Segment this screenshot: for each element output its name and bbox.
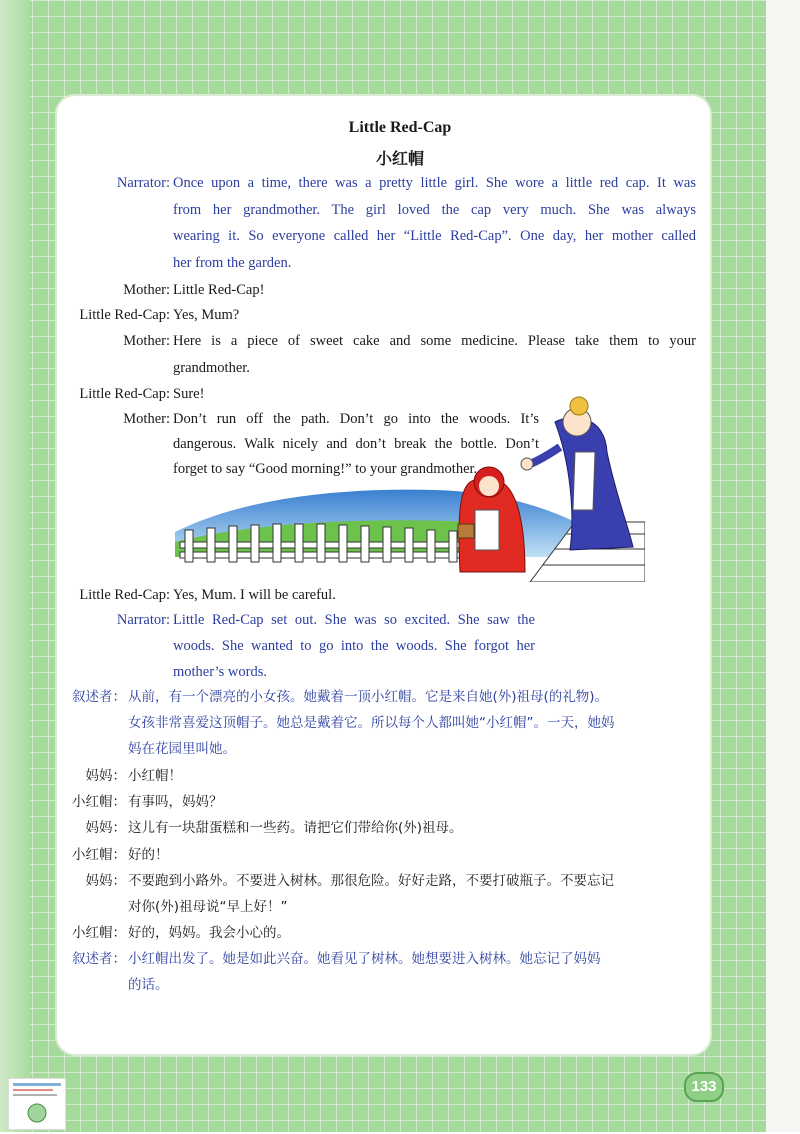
narration-line: Once upon a time, there was a pretty little girl. She wore a little red cap. It was <box>173 175 696 191</box>
narration-line: mother’s words. <box>173 664 267 680</box>
speaker-mother-cn: 妈妈： <box>85 873 126 889</box>
stamp-logo-icon <box>9 1079 65 1129</box>
narration-line: Little Red-Cap set out. She was so excited. She saw the <box>173 612 535 628</box>
dialogue-line: Little Red-Cap! <box>173 282 265 298</box>
narration-line-cn: 妈在花园里叫她。 <box>128 741 236 757</box>
dialogue-line: Sure! <box>173 386 205 402</box>
speaker-little-red-cap: Little Red-Cap: <box>79 307 170 323</box>
dialogue-line: grandmother. <box>173 360 250 376</box>
narration-line: from her grandmother. The girl loved the cap very much. She was always <box>173 202 696 218</box>
narration-line: woods. She wanted to go into the woods. She forgot her <box>173 638 535 654</box>
speaker-little-red-cap-cn: 小红帽： <box>72 847 126 863</box>
dialogue-line: forget to say “Good morning!” to your grandmother. <box>173 461 478 477</box>
dialogue-line-cn: 有事吗，妈妈？ <box>128 794 223 810</box>
narration-line: her from the garden. <box>173 255 292 271</box>
dialogue-line: dangerous. Walk nicely and don’t break the bottle. Don’t <box>173 436 539 452</box>
speaker-mother: Mother: <box>123 333 170 349</box>
narration-line-cn: 的话。 <box>128 977 169 993</box>
speaker-narrator-cn: 叙述者： <box>72 689 126 705</box>
dialogue-line-cn: 好的！ <box>128 847 169 863</box>
speaker-little-red-cap: Little Red-Cap: <box>79 587 170 603</box>
speaker-little-red-cap-cn: 小红帽： <box>72 794 126 810</box>
speaker-little-red-cap-cn: 小红帽： <box>72 925 126 941</box>
speaker-narrator-cn: 叙述者： <box>72 951 126 967</box>
dialogue-line: Yes, Mum. I will be careful. <box>173 587 336 603</box>
dialogue-line: Don’t run off the path. Don’t go into the woods. It’s <box>173 411 539 427</box>
narration-line-cn: 女孩非常喜爱这顶帽子。她总是戴着它。所以每个人都叫她“小红帽”。一天，她妈 <box>128 715 615 731</box>
title-chinese: 小红帽 <box>375 149 424 168</box>
dialogue-line-cn: 这儿有一块甜蛋糕和一些药。请把它们带给你(外)祖母。 <box>128 820 463 836</box>
dialogue-line-cn: 对你(外)祖母说“早上好！” <box>128 899 288 915</box>
dialogue-line: Here is a piece of sweet cake and some medicine. Please take them to your <box>173 333 696 349</box>
speaker-narrator: Narrator: <box>116 175 170 191</box>
narration-line-cn: 小红帽出发了。她是如此兴奋。她看见了树林。她想要进入树林。她忘记了妈妈 <box>128 951 601 967</box>
speaker-mother-cn: 妈妈： <box>85 768 126 784</box>
dialogue-line-cn: 好的，妈妈。我会小心的。 <box>128 925 290 941</box>
little-red-cap-girl-icon <box>458 467 525 572</box>
speaker-little-red-cap: Little Red-Cap: <box>79 386 170 402</box>
dialogue-line-cn: 不要跑到小路外。不要进入树林。那很危险。好好走路，不要打破瓶子。不要忘记 <box>128 873 614 889</box>
red-cap-illustration <box>175 392 645 582</box>
speaker-mother-cn: 妈妈： <box>85 820 126 836</box>
narration-line: wearing it. So everyone called her “Little Red-Cap”. One day, her mother called <box>173 228 696 244</box>
speaker-narrator: Narrator: <box>116 612 170 628</box>
page-number: 133 <box>684 1072 724 1102</box>
speaker-mother: Mother: <box>123 282 170 298</box>
publisher-stamp-image <box>8 1078 66 1130</box>
title-english: Little Red-Cap <box>348 119 452 136</box>
speaker-mother: Mother: <box>123 411 170 427</box>
dialogue-line: Yes, Mum? <box>173 307 240 323</box>
dialogue-line-cn: 小红帽！ <box>128 768 182 784</box>
page-right-edge <box>766 0 800 1132</box>
page-left-edge <box>0 0 30 1132</box>
narration-line-cn: 从前，有一个漂亮的小女孩。她戴着一顶小红帽。它是来自她(外)祖母(的礼物)。 <box>128 689 609 705</box>
